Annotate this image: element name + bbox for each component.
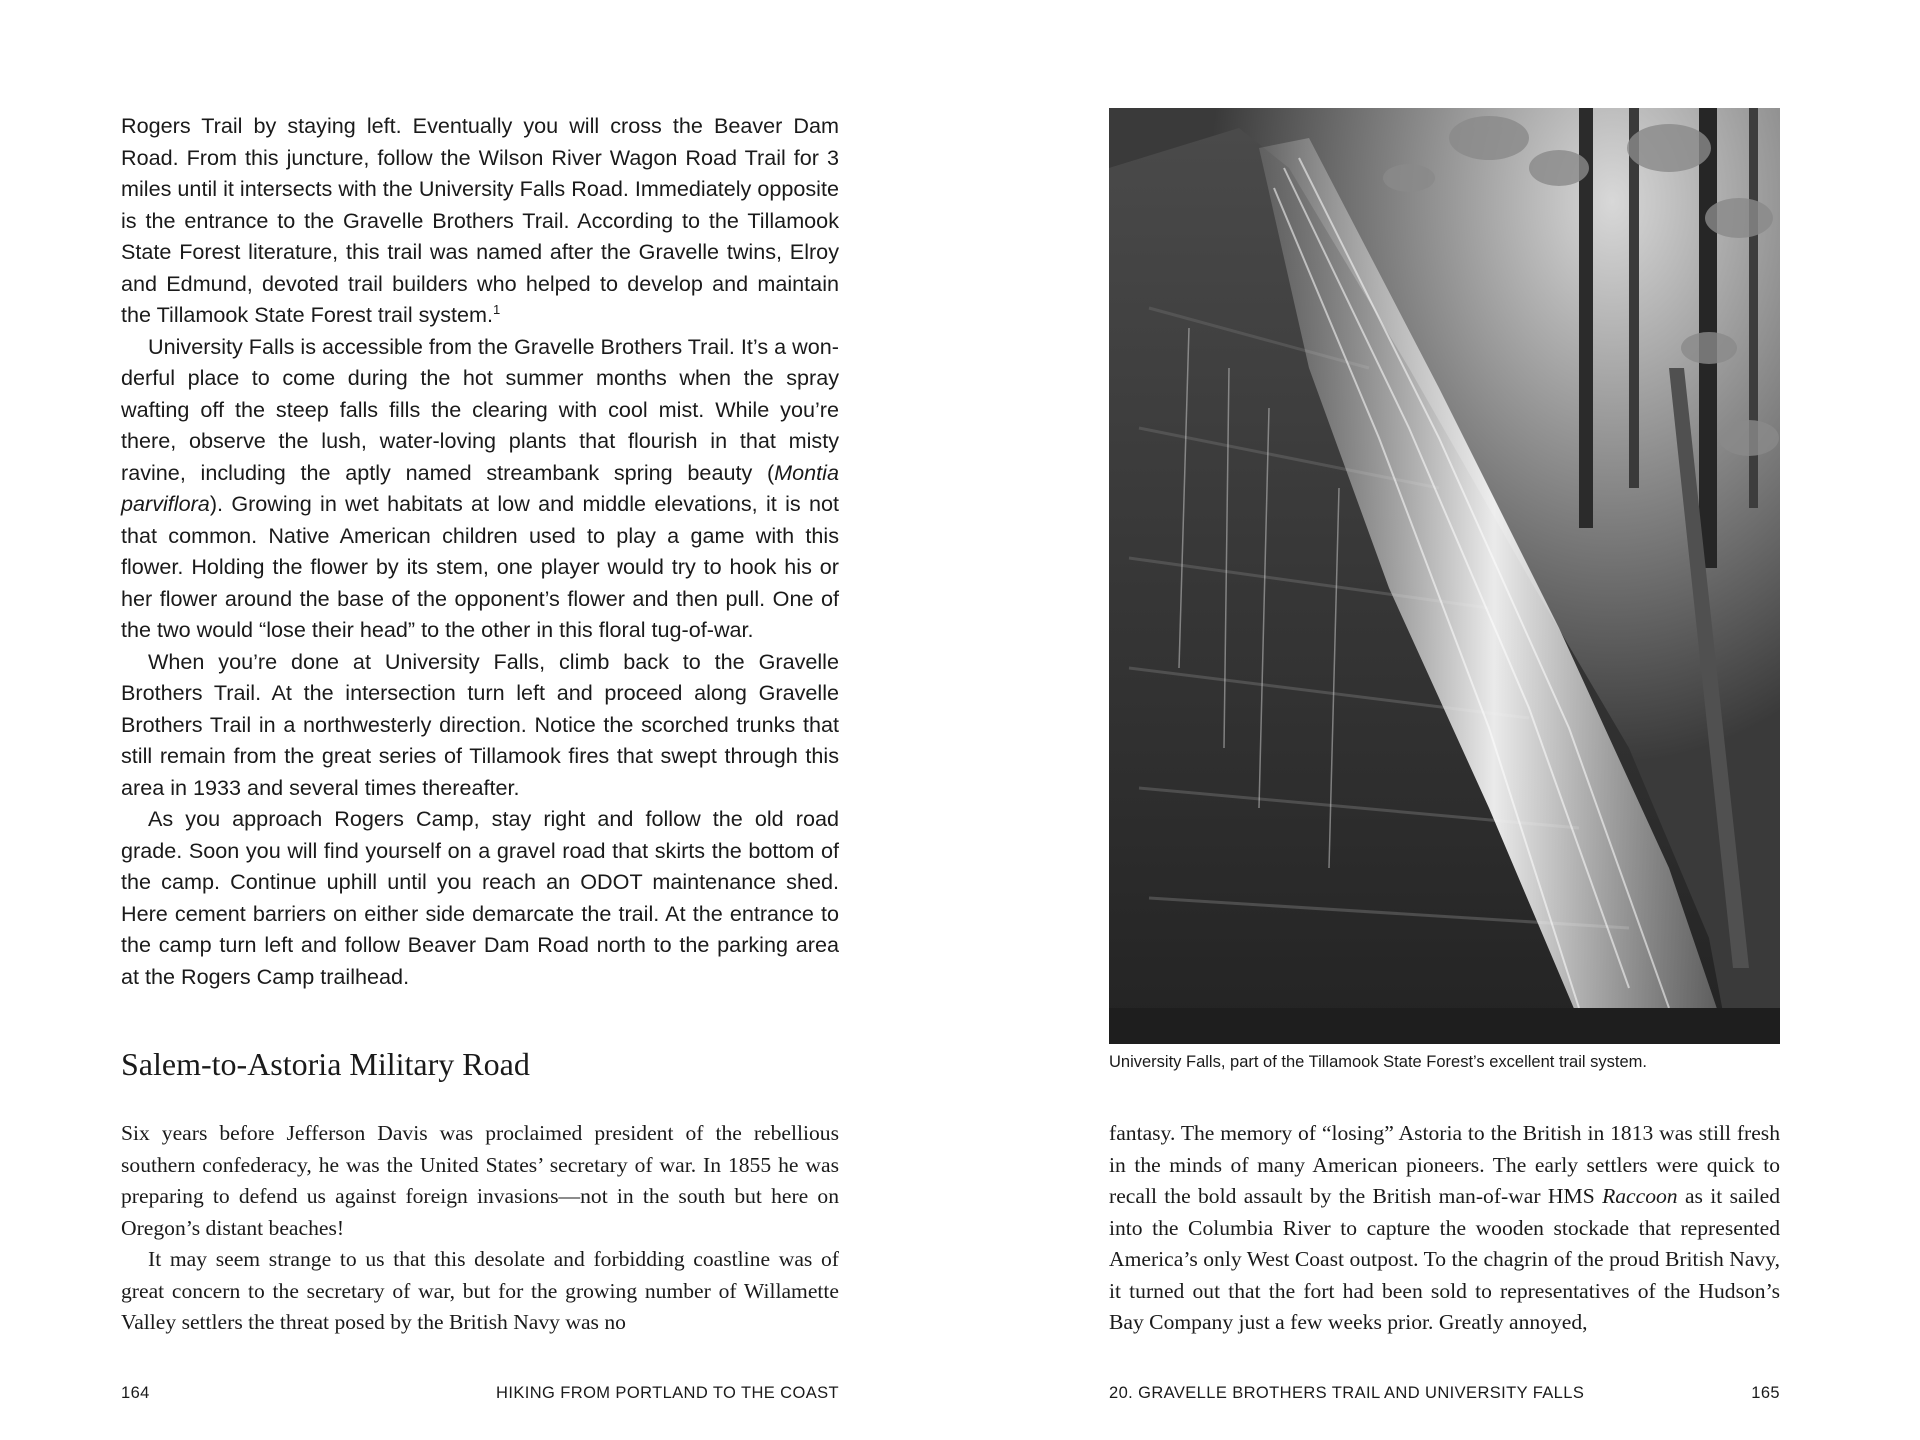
paragraph-university-falls	[121, 331, 839, 646]
running-title: HIKING FROM PORTLAND TO THE COAST	[496, 1384, 839, 1402]
paragraph-trail-intro	[121, 110, 839, 331]
paragraph-davis: Six years before Jefferson Davis was proclaimed president of the rebellious southern confederacy, he was the United States’ secretary of war. In 1855 he was preparing to defend us against foreign invasions—not in the south but here on Oregon’s distant beaches!	[121, 1121, 839, 1240]
paragraph-coastline: It may seem strange to us that this desolate and forbidding coastline was of great concern to the secretary of war, but for the growing number of Willamette Valley settlers the threat posed by the British Navy was no	[121, 1247, 839, 1334]
paragraph-text: ). Growing in wet habitats at low and middle elevations, it is not that common. Native American children used to play a game with this flower. Holding the flower by its stem, one player would try to hook his or her flower around the base of the opponent’s flower and then pull. One of the two would “lose their head” to the other in this floral tug-of-war.	[121, 491, 839, 642]
left-body-text	[121, 110, 839, 992]
paragraph-return-route: When you’re done at University Falls, climb back to the Gravelle Brothers Trail. At the intersection turn left and proceed along Gravelle Brothers Trail in a northwesterly direction. Notice the scorched trunks that still remain from the great series of Tillamook fires that swept through this area in 1933 and several times thereafter.	[121, 648, 839, 800]
paragraph-text: fantasy. The memory of “losing” Astoria to the British in 1813 was still fresh in the minds of many American pioneers. The early settlers were quick to recall the bold assault by the British man-of-war HMS	[1109, 1121, 1780, 1208]
paragraph-text: as it sailed into the Columbia River to capture the wooden stockade that represented America’s only West Coast outpost. To the chagrin of the proud British Navy, it turned out that the fort had been sold to representatives of the Hudson’s Bay Company just a few weeks prior. Greatly annoyed,	[1109, 1184, 1780, 1334]
species-name: Montia parviflora	[121, 459, 839, 516]
running-title: 20. GRAVELLE BROTHERS TRAIL AND UNIVERSITY FALLS	[1109, 1384, 1585, 1402]
section-heading: Salem-to-Astoria Military Road	[121, 1046, 530, 1082]
page-number: 164	[121, 1384, 150, 1402]
page-number: 165	[1751, 1384, 1780, 1402]
photo-caption: University Falls, part of the Tillamook State Forest’s excellent trail system.	[1109, 1053, 1647, 1071]
waterfall-photo	[1109, 108, 1780, 1044]
paragraph-rogers-camp: As you approach Rogers Camp, stay right and follow the old road grade. Soon you will find yourself on a gravel road that skirts the bottom of the camp. Continue uphill until you reach an ODOT maintenance shed. Here cement barriers on either side demarcate the trail. At the entrance to the camp turn left and follow Beaver Dam Road north to the parking area at the Rogers Camp trailhead.	[121, 806, 839, 989]
ship-name: Raccoon	[1602, 1184, 1678, 1208]
paragraph-text: Rogers Trail by staying left. Eventually you will cross the Beaver Dam Road. From this juncture, follow the Wilson River Wagon Road Trail for 3 miles until it intersects with the University Falls Road. Immediately opposite is the entrance to the Gravelle Brothers Trail. According to the Tillamook State Forest literature, this trail was named after the Gravelle twins, Elroy and Edmund, devoted trail builders who helped to develop and maintain the Tillamook State Forest trail system.	[121, 113, 839, 327]
right-page	[960, 0, 1920, 1440]
right-body-text	[1109, 1118, 1780, 1339]
paragraph-astoria	[1109, 1118, 1780, 1339]
section-body-text	[121, 1118, 839, 1339]
footnote-mark[interactable]: 1	[493, 302, 501, 317]
paragraph-text: University Falls is accessible from the Gravelle Brothers Trail. It’s a wonderful place to come during the hot summer months when the spray wafting off the steep falls fills the clearing with cool mist. While you’re there, observe the lush, water-loving plants that flourish in that misty ravine, including the aptly named streambank spring beauty (	[121, 333, 839, 485]
